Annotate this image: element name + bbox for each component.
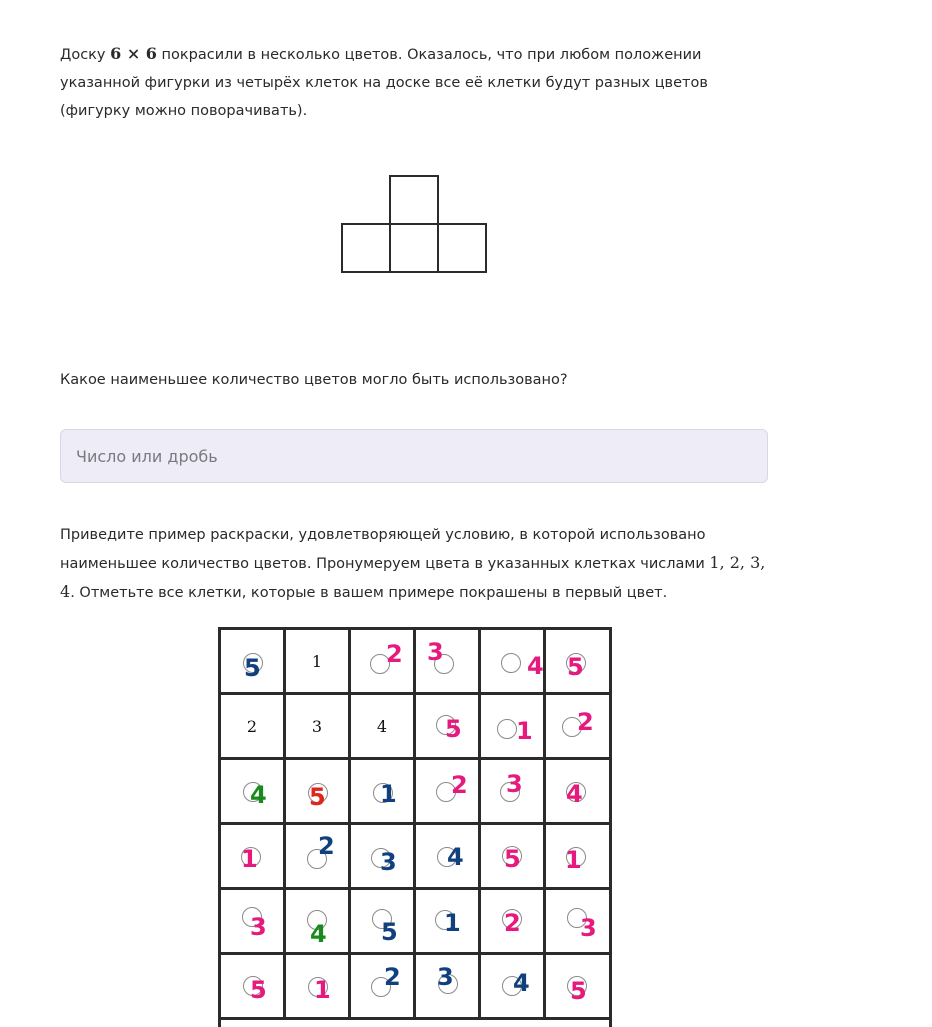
handwritten-number: 2	[504, 909, 521, 937]
handwritten-number: 2	[384, 963, 401, 991]
handwritten-number: 3	[437, 963, 454, 991]
handwritten-number: 1	[565, 846, 582, 874]
handwritten-number: 1	[241, 845, 258, 873]
board-cell-r6-c4[interactable]	[416, 955, 481, 1020]
handwritten-number: 4	[513, 969, 530, 997]
board-cell-r1-c2	[286, 630, 351, 695]
board-cell-r3-c3[interactable]	[351, 760, 416, 825]
handwritten-number: 3	[380, 848, 397, 876]
color-numbers-math: 1, 2, 3, 4	[60, 553, 766, 601]
handwritten-number: 2	[318, 832, 335, 860]
handwritten-number: 5	[309, 783, 326, 811]
board-cell-r2-c6[interactable]	[546, 695, 611, 760]
example-text-a: Приведите пример раскраски, удовлетворяющей условию, в которой использовано наименьшее количество цветов. Пронумеруем цвета в указанных клетках числами	[60, 527, 710, 572]
board-cell-r3-c1[interactable]	[221, 760, 286, 825]
cell-color-label: 4	[376, 717, 388, 736]
board-cell-r4-c6[interactable]	[546, 825, 611, 890]
board-cell-r6-c6[interactable]	[546, 955, 611, 1020]
cell-radio-button[interactable]	[497, 719, 517, 739]
problem-statement	[60, 40, 780, 125]
board-cell-r5-c1[interactable]	[221, 890, 286, 955]
handwritten-number: 1	[444, 909, 461, 937]
question-text: Какое наименьшее количество цветов могло быть использовано?	[60, 372, 568, 388]
figure-cell-right	[438, 224, 486, 272]
figure-cell-center	[390, 224, 438, 272]
board-size-math: 6 × 6	[110, 44, 157, 63]
board-cell-r2-c5[interactable]	[481, 695, 546, 760]
board-cell-r6-c2[interactable]	[286, 955, 351, 1020]
handwritten-number: 1	[380, 780, 397, 808]
board-cell-r5-c2[interactable]	[286, 890, 351, 955]
board-cell-r4-c2[interactable]	[286, 825, 351, 890]
board-cell-r3-c2[interactable]	[286, 760, 351, 825]
answer-input[interactable]	[61, 430, 767, 482]
figure-cell-left	[342, 224, 390, 272]
figure-cell-top	[390, 176, 438, 224]
handwritten-number: 3	[427, 638, 444, 666]
handwritten-number: 1	[314, 976, 331, 1004]
board-cell-r1-c1[interactable]	[221, 630, 286, 695]
handwritten-number: 4	[250, 781, 267, 809]
handwritten-number: 4	[447, 843, 464, 871]
handwritten-number: 5	[381, 918, 398, 946]
cell-color-label: 2	[246, 717, 258, 736]
board-cell-r5-c5[interactable]	[481, 890, 546, 955]
handwritten-number: 4	[527, 652, 544, 680]
cell-color-label: 1	[311, 652, 323, 671]
board-cell-r2-c4[interactable]	[416, 695, 481, 760]
board-cell-r1-c5[interactable]	[481, 630, 546, 695]
handwritten-number: 2	[386, 640, 403, 668]
cell-color-label: 3	[311, 717, 323, 736]
handwritten-number: 3	[580, 914, 597, 942]
board-cell-r2-c2	[286, 695, 351, 760]
t-tetromino-figure	[341, 175, 489, 274]
coloring-board	[218, 627, 612, 1027]
handwritten-number: 4	[310, 920, 327, 948]
board-cell-r3-c4[interactable]	[416, 760, 481, 825]
answer-field[interactable]	[60, 429, 768, 483]
board-cell-r1-c4[interactable]	[416, 630, 481, 695]
handwritten-number: 5	[567, 653, 584, 681]
board-cell-r3-c5[interactable]	[481, 760, 546, 825]
board-cell-r2-c3	[351, 695, 416, 760]
problem-text-b: покрасили в несколько цветов. Оказалось, что при любом положении указанной фигурки из четырёх клеток на доске все её клетки будут разных цветов (фигурку можно поворачивать).	[60, 47, 708, 119]
cell-radio-button[interactable]	[501, 653, 521, 673]
handwritten-number: 5	[244, 654, 261, 682]
handwritten-number: 5	[250, 976, 267, 1004]
board-cell-r1-c3[interactable]	[351, 630, 416, 695]
board-cell-r5-c3[interactable]	[351, 890, 416, 955]
handwritten-number: 3	[506, 770, 523, 798]
handwritten-number: 5	[504, 845, 521, 873]
board-cell-r4-c5[interactable]	[481, 825, 546, 890]
board-cell-r5-c6[interactable]	[546, 890, 611, 955]
board-cell-r1-c6[interactable]	[546, 630, 611, 695]
handwritten-number: 5	[570, 977, 587, 1005]
board-cell-r6-c3[interactable]	[351, 955, 416, 1020]
handwritten-number: 2	[451, 771, 468, 799]
handwritten-number: 4	[566, 780, 583, 808]
handwritten-number: 5	[445, 715, 462, 743]
board-cell-r4-c4[interactable]	[416, 825, 481, 890]
board-cell-r4-c3[interactable]	[351, 825, 416, 890]
board-cell-r6-c1[interactable]	[221, 955, 286, 1020]
handwritten-number: 1	[516, 717, 533, 745]
board-cell-r2-c1	[221, 695, 286, 760]
example-prompt	[60, 521, 780, 607]
example-text-b: . Отметьте все клетки, которые в вашем примере покрашены в первый цвет.	[70, 585, 668, 601]
board-cell-r3-c6[interactable]	[546, 760, 611, 825]
handwritten-number: 2	[577, 708, 594, 736]
board-cell-r6-c5[interactable]	[481, 955, 546, 1020]
problem-text-a: Доску	[60, 47, 111, 63]
handwritten-number: 3	[250, 913, 267, 941]
board-cell-r5-c4[interactable]	[416, 890, 481, 955]
board-cell-r4-c1[interactable]	[221, 825, 286, 890]
